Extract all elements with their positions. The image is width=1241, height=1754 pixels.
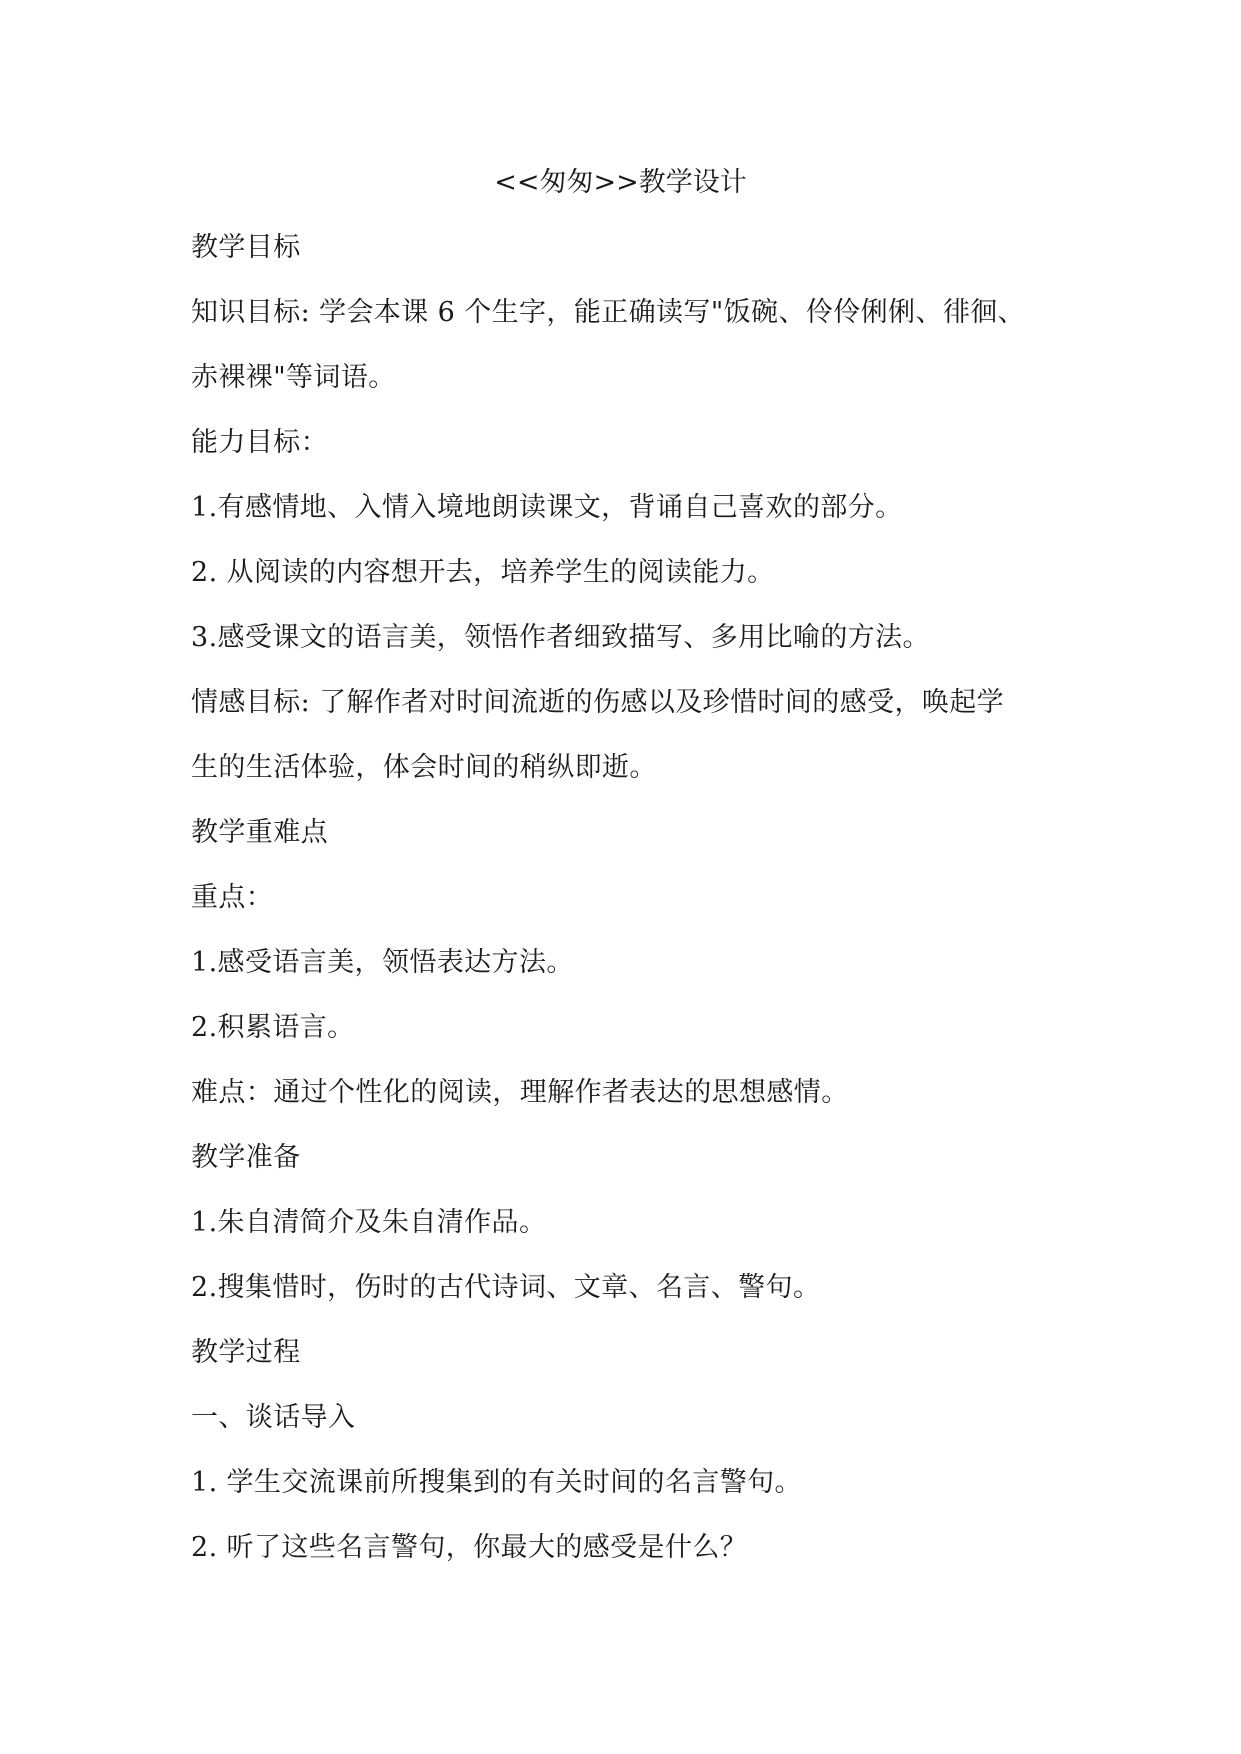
section-heading-preparation: 教学准备 <box>191 1142 301 1173</box>
ability-goal-heading: 能力目标： <box>191 427 328 458</box>
preparation-item-2: 2.搜集惜时，伤时的古代诗词、文章、名言、警句。 <box>191 1272 821 1303</box>
key-point-heading: 重点： <box>191 882 274 913</box>
key-point-item-1: 1.感受语言美，领悟表达方法。 <box>191 947 574 978</box>
key-point-item-2: 2.积累语言。 <box>191 1012 355 1043</box>
document-title: <<匆匆>>教学设计 <box>494 167 747 198</box>
knowledge-goal-line-1: 知识目标: 学会本课 6 个生字，能正确读写"饭碗、伶伶俐俐、徘徊、 <box>191 297 1026 328</box>
process-step-item-1: 1. 学生交流课前所搜集到的有关时间的名言警句。 <box>191 1467 802 1498</box>
section-heading-key-points: 教学重难点 <box>191 817 328 848</box>
knowledge-goal-line-2: 赤裸裸"等词语。 <box>191 362 396 393</box>
section-heading-process: 教学过程 <box>191 1337 301 1368</box>
process-step-item-2: 2. 听了这些名言警句，你最大的感受是什么？ <box>191 1532 748 1563</box>
difficult-point-line: 难点：通过个性化的阅读，理解作者表达的思想感情。 <box>191 1077 849 1108</box>
emotion-goal-line-2: 生的生活体验，体会时间的稍纵即逝。 <box>191 752 657 783</box>
preparation-item-1: 1.朱自清简介及朱自清作品。 <box>191 1207 547 1238</box>
document-body <box>191 228 1071 1593</box>
ability-goal-item-3: 3.感受课文的语言美，领悟作者细致描写、多用比喻的方法。 <box>191 622 930 653</box>
ability-goal-item-1: 1.有感情地、入情入境地朗读课文，背诵自己喜欢的部分。 <box>191 492 903 523</box>
emotion-goal-line-1: 情感目标: 了解作者对时间流逝的伤感以及珍惜时间的感受，唤起学 <box>191 687 1005 718</box>
ability-goal-item-2: 2. 从阅读的内容想开去，培养学生的阅读能力。 <box>191 557 775 588</box>
section-heading-teaching-goals: 教学目标 <box>191 232 301 263</box>
process-step-heading-1: 一、谈话导入 <box>191 1402 356 1433</box>
